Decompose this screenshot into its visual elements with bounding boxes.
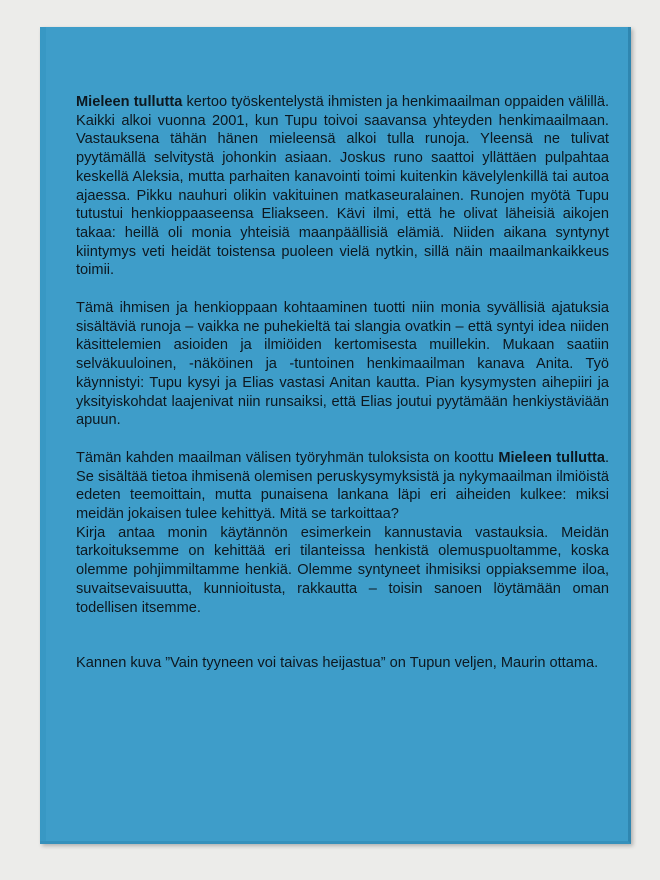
paragraph-contents-text-after: . Se sisältää tietoa ihmisenä olemisen peruskysymyksistä ja nykymaailman ilmiöistä edeten teemoittain, mutta punaisena lankana läpi eri aiheiden kulkee: miksi meidän jokaisen tulee kehittyä. Mitä se tarkoittaa? (76, 449, 609, 523)
paragraph-contents-text-before: Tämän kahden maailman välisen työryhmän tuloksista on koottu (76, 449, 499, 466)
book-title-bold-inline: Mieleen tullutta (498, 449, 605, 466)
book-back-cover (40, 27, 631, 844)
paragraph-intro (76, 93, 609, 280)
paragraph-meeting: Tämä ihmisen ja henkioppaan kohtaaminen tuotti niin monia syvällisiä ajatuksia sisältäviä runoja – vaikka ne puhekieltä tai slangia ovatkin – että syntyi idea niiden käsittelemien asioiden ja ilmiöiden kertomisesta muillekin. Mukaan saatiin selväkuuloinen, -näköinen ja -tuntoinen henkimaailman kanava Anita. Työ käynnistyi: Tupu kysyi ja Elias vastasi Anitan kautta. Pian kysymysten aihepiiri ja yksityiskohdat laajenivat niin runsaiksi, että Elias joutui pyytämään henkiystäviään apuun. (76, 300, 609, 429)
book-title-bold: Mieleen tullutta (76, 94, 183, 110)
cover-edge (40, 27, 46, 841)
paragraph-answers: Kirja antaa monin käytännön esimerkein kannustavia vastauksia. Meidän tarkoituksemme on kehittää eri tilanteissa henkistä olemuspuoltamme, koska olemme pohjimmiltamme henkiä. Olemme syntyneet ihmisiksi oppiaksemme iloa, suvaitsevaisuutta, kunnioitusta, rakkautta – toisin sanoen löytämään oman todellisen itsemme. (76, 524, 609, 616)
paragraph-contents (76, 449, 609, 524)
cover-photo-credit: Kannen kuva ”Vain tyyneen voi taivas heijastua” on Tupun veljen, Maurin ottama. (76, 655, 599, 672)
paragraph-intro-text: kertoo työskentelystä ihmisten ja henkimaailman oppaiden välillä. Kaikki alkoi vuonna 2001, kun Tupu toivoi saavansa yhteyden henkimaailmaan. Vastauksena tähän hänen mieleensä alkoi tulla runoja. Yleensä ne tulivat pyytämällä selvitystä johonkin asiaan. Joskus runo saattoi yllättäen pulpahtaa keskellä Aleksia, mutta parhaiten kanavointi toimi kuitenkin kävelylenkillä tai autoa ajaessa. Pikku nauhuri olikin vakituinen matkaseuralainen. Runojen myötä Tupu tutustui henkioppaaseensa Eliakseen. Kävi ilmi, että he olivat läheisiä aikojen takaa: heillä oli monia yhteisiä maanpäällisiä elämiä. Niiden aikana syntynyt kiintymys veti heidät toistensa puoleen vielä nytkin, sillä näin maailmankaikkeus toimii. (76, 94, 609, 279)
blurb-text (76, 93, 609, 673)
